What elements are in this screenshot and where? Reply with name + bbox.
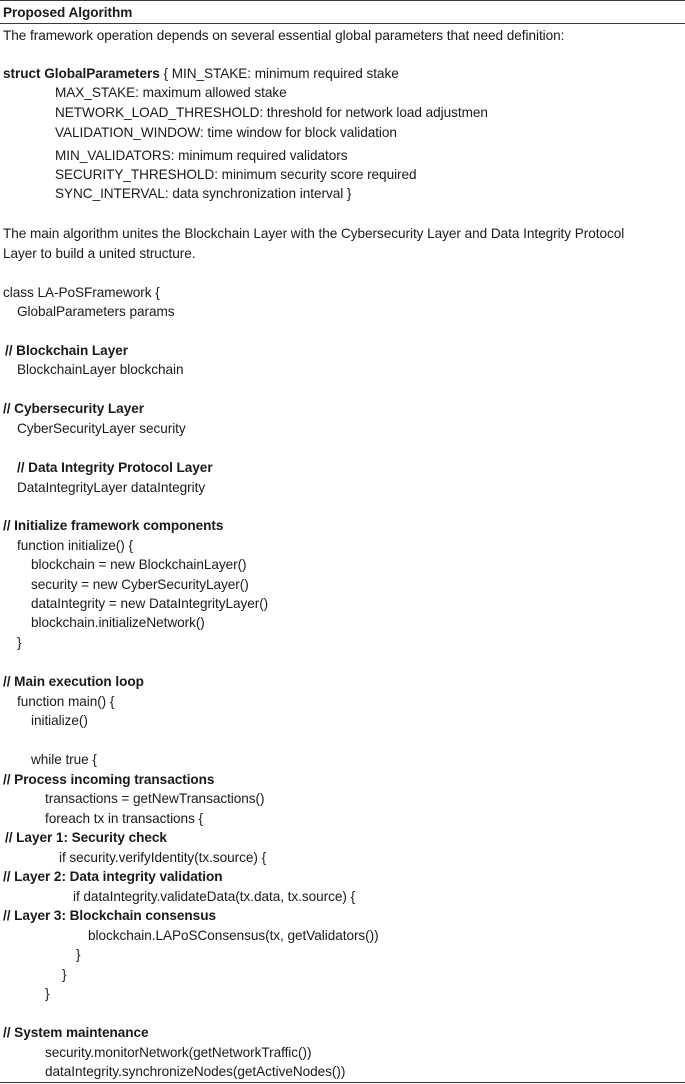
line-param-network-load <box>55 104 488 121</box>
text: VALIDATION_WINDOW: time window for block validation <box>55 125 397 140</box>
text: CyberSecurityLayer security <box>17 421 186 436</box>
bold-text: // Layer 1: Security check <box>5 830 167 845</box>
text: blockchain = new BlockchainLayer() <box>31 557 247 572</box>
bold-text: // Layer 3: Blockchain consensus <box>3 908 216 923</box>
text: } <box>76 947 81 962</box>
text: security = new CyberSecurityLayer() <box>31 577 249 592</box>
text: if dataIntegrity.validateData(tx.data, tx.source) { <box>73 889 356 904</box>
text: The main algorithm unites the Blockchain Layer with the Cybersecurity Layer and Data Integrity Protocol <box>3 226 625 241</box>
line-params-field <box>17 303 175 320</box>
text: security.monitorNetwork(getNetworkTraffic()) <box>45 1045 312 1060</box>
line-security-field <box>17 420 186 437</box>
text: function main() { <box>17 694 115 709</box>
line-integrity-field <box>17 479 205 496</box>
line-blockchain-field <box>17 361 183 378</box>
line-param-validation-window <box>55 124 397 141</box>
text: function initialize() { <box>17 538 133 553</box>
line-fn-initialize <box>17 537 133 554</box>
bold-text: // Initialize framework components <box>3 518 224 533</box>
text: The framework operation depends on several essential global parameters that need definition: <box>3 28 565 43</box>
line-param-security-threshold <box>55 166 417 183</box>
text: SYNC_INTERVAL: data synchronization interval } <box>55 186 352 201</box>
line-comment-cyber <box>3 400 144 417</box>
line-get-transactions <box>45 790 265 807</box>
bold-text: struct GlobalParameters <box>3 66 160 81</box>
document-title: Proposed Algorithm <box>3 5 133 20</box>
text: GlobalParameters params <box>17 304 175 319</box>
bold-text: // Process incoming transactions <box>3 772 215 787</box>
line-close-foreach <box>45 985 50 1002</box>
line-desc-1 <box>3 225 624 242</box>
line-init-close <box>17 634 22 651</box>
line-desc-2 <box>3 245 196 262</box>
text: SECURITY_THRESHOLD: minimum security score required <box>55 167 417 182</box>
bold-text: // Layer 2: Data integrity validation <box>3 869 223 884</box>
text: MAX_STAKE: maximum allowed stake <box>55 85 287 100</box>
line-struct-head <box>3 65 399 82</box>
text: } <box>45 986 50 1001</box>
line-comment-layer1 <box>5 829 167 846</box>
line-init-integrity <box>31 595 268 612</box>
text: } <box>17 635 22 650</box>
line-init-network <box>31 614 205 631</box>
text: DataIntegrityLayer dataIntegrity <box>17 480 206 495</box>
text: { MIN_STAKE: minimum required stake <box>159 66 399 81</box>
line-comment-layer3 <box>3 907 216 924</box>
bold-text: // Main execution loop <box>3 674 144 689</box>
line-param-min-validators <box>55 147 347 164</box>
line-comment-blockchain <box>5 342 128 359</box>
line-param-max-stake <box>55 84 287 101</box>
top-rule <box>0 0 685 1</box>
line-comment-integrity <box>17 459 213 476</box>
line-consensus-call <box>88 927 379 944</box>
text: dataIntegrity.synchronizeNodes(getActiveNodes()) <box>45 1064 346 1079</box>
line-comment-maintenance <box>3 1024 149 1041</box>
text: BlockchainLayer blockchain <box>17 362 184 377</box>
line-if-verify <box>59 849 266 866</box>
text: NETWORK_LOAD_THRESHOLD: threshold for network load adjustmen <box>55 105 488 120</box>
bold-text: // Data Integrity Protocol Layer <box>17 460 213 475</box>
text: if security.verifyIdentity(tx.source) { <box>59 850 267 865</box>
text: foreach tx in transactions { <box>45 811 204 826</box>
title-rule <box>0 23 685 24</box>
line-while-true <box>31 751 97 768</box>
text: MIN_VALIDATORS: minimum required validators <box>55 148 348 163</box>
line-init-blockchain <box>31 556 247 573</box>
line-init-security <box>31 576 249 593</box>
line-if-validate <box>73 888 355 905</box>
line-intro <box>3 27 564 44</box>
line-comment-process <box>3 771 214 788</box>
line-monitor-network <box>45 1044 311 1061</box>
text: blockchain.LAPoSConsensus(tx, getValidators()) <box>88 928 379 943</box>
text: dataIntegrity = new DataIntegrityLayer() <box>31 596 269 611</box>
text: while true { <box>31 752 97 767</box>
line-class-decl <box>3 284 160 301</box>
line-close-validate <box>76 946 81 963</box>
text: blockchain.initializeNetwork() <box>31 615 205 630</box>
text: Layer to build a united structure. <box>3 246 196 261</box>
line-comment-layer2 <box>3 868 223 885</box>
line-sync-nodes <box>45 1063 345 1080</box>
text: transactions = getNewTransactions() <box>45 791 265 806</box>
line-param-sync-interval <box>55 185 351 202</box>
bold-text: // Blockchain Layer <box>5 343 128 358</box>
bold-text: // System maintenance <box>3 1025 149 1040</box>
text: class LA-PoSFramework { <box>3 285 160 300</box>
text: initialize() <box>31 713 88 728</box>
line-comment-init <box>3 517 223 534</box>
line-call-initialize <box>31 712 88 729</box>
bottom-rule <box>0 1082 685 1083</box>
line-fn-main <box>17 693 114 710</box>
text: } <box>62 967 67 982</box>
line-foreach-tx <box>45 810 203 827</box>
line-close-verify <box>62 966 67 983</box>
bold-text: // Cybersecurity Layer <box>3 401 144 416</box>
line-comment-main <box>3 673 144 690</box>
